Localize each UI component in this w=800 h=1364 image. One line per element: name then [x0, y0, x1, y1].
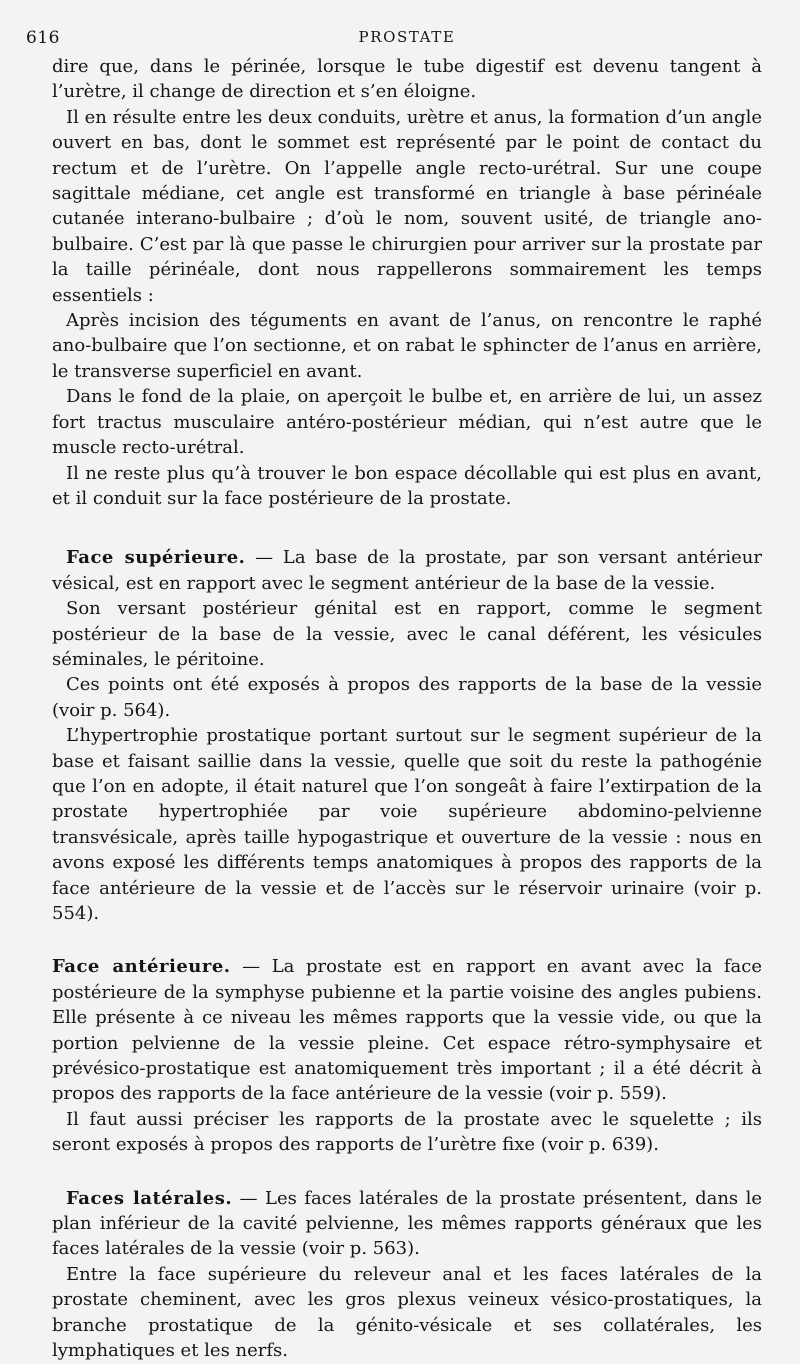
face-superieure-lead-text: — La base de la prostate, par son versant antérieur vésical, est en rapport avec le segment antérieur de la base de la vessie. [52, 547, 762, 594]
faces-laterales-paragraph-1: Entre la face supérieure du releveur anal et les faces latérales de la prostate cheminent, avec les gros plexus veineux vésico-prostatiques, la branche prostatique de la génito-vésicale et ses collatérales, les lymphatiques et les nerfs. [52, 1263, 762, 1362]
face-anterieure-paragraph-1: Il faut aussi préciser les rapports de la prostate avec le squelette ; ils seront exposés à propos des rapports de l’urètre fixe (voir p. 639). [52, 1108, 762, 1156]
page-header [26, 24, 762, 54]
intro-paragraph-espace: Il ne reste plus qu’à trouver le bon espace décollable qui est plus en avant, et il conduit sur la face postérieure de la prostate. [52, 462, 762, 509]
faces-laterales-lead-paragraph [52, 1186, 762, 1262]
face-anterieure-lead-text: — La prostate est en rapport en avant avec la face postérieure de la symphyse pubienne et la partie voisine des angles pubiens. Elle présente à ce niveau les mêmes rapports que la vessie vide, ou que la portion pelvienne de la vessie pleine. Cet espace rétro-symphysaire et prévésico-prostatique est anatomiquement très important ; il a été décrit à propos des rapports de la face antérieure de la vessie (voir p. 559). [52, 956, 762, 1105]
section-face-anterieure [52, 954, 762, 1157]
body-text [52, 54, 762, 1364]
intro-continuation-paragraph: dire que, dans le périnée, lorsque le tube digestif est devenu tangent à l’urètre, il change de direction et s’en éloigne. [52, 56, 762, 103]
face-anterieure-heading: Face antérieure. [52, 956, 231, 978]
face-superieure-lead-paragraph [52, 545, 762, 596]
faces-laterales-lead-text: — Les faces latérales de la prostate présentent, dans le plan inférieur de la cavité pelvienne, les mêmes rapports généraux que les faces latérales de la vessie (voir p. 563). [52, 1187, 763, 1260]
face-superieure-paragraph-2: Ces points ont été exposés à propos des rapports de la base de la vessie (voir p. 564). [52, 674, 762, 721]
intro-paragraph-angle: Il en résulte entre les deux conduits, urètre et anus, la formation d’un angle ouvert en bas, dont le sommet est représenté par le point de contact du rectum et de l’urètre. On l’appelle angle recto-urétral. Sur une coupe sagittale médiane, cet angle est transformé en triangle à base périnéale cutanée interano-bulbaire ; d’où le nom, souvent usité, de triangle ano-bulbaire. C’est par là que passe le chirurgien pour arriver sur la prostate par la taille périnéale, dont nous rappellerons sommairement les temps essentiels : [52, 106, 762, 306]
face-anterieure-lead-paragraph [52, 954, 762, 1106]
running-head: PROSTATE [358, 28, 456, 46]
section-faces-laterales [52, 1186, 762, 1364]
page-number: 616 [26, 28, 60, 48]
faces-laterales-heading: Faces latérales. [66, 1187, 233, 1209]
intro-paragraph-incision: Après incision des téguments en avant de l’anus, on rencontre le raphé ano-bulbaire que l’on sectionne, et on rabat le sphincter de l’anus en arrière, le transverse superficiel en avant. [52, 310, 762, 382]
face-superieure-paragraph-1: Son versant postérieur génital est en rapport, comme le segment postérieur de la base de la vessie, avec le canal déférent, les vésicules séminales, le péritoine. [52, 598, 762, 670]
section-face-superieure [52, 545, 762, 926]
face-superieure-paragraph-3: L’hypertrophie prostatique portant surtout sur le segment supérieur de la base et faisant saillie dans la vessie, quelle que soit du reste la pathogénie que l’on en adopte, il était naturel que l’on songeât à faire l’extirpation de la prostate hypertrophiée par voie supérieure abdomino-pelvienne transvésicale, après taille hypogastrique et ouverture de la vessie : nous en avons exposé les différents temps anatomiques à propos des rapports de la face antérieure de la vessie et de l’accès sur le réservoir urinaire (voir p. 554). [52, 725, 762, 924]
intro-paragraph-bulbe: Dans le fond de la plaie, on aperçoit le bulbe et, en arrière de lui, un assez fort tractus musculaire antéro-postérieur médian, qui n’est autre que le muscle recto-urétral. [52, 386, 762, 459]
face-superieure-heading: Face supérieure. [66, 547, 246, 569]
